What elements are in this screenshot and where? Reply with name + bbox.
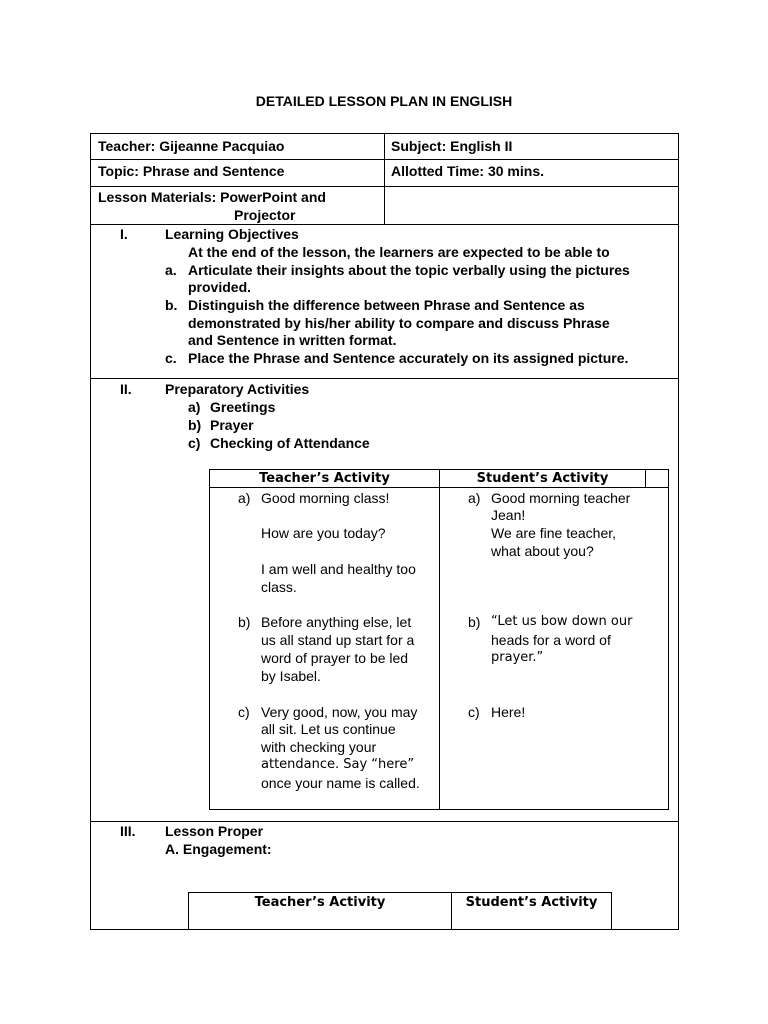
student-line: We are fine teacher,	[491, 525, 617, 541]
section-numeral: III.	[120, 823, 136, 839]
item-marker: b)	[468, 614, 481, 630]
teacher-line: by Isabel.	[261, 668, 321, 684]
column-header-student: Student’s Activity	[465, 895, 598, 910]
objectives-intro: At the end of the lesson, the learners are expected to be able to	[188, 244, 610, 260]
column-header-student: Student’s Activity	[476, 471, 609, 486]
objective-line: Articulate their insights about the topic verbally using the pictures	[188, 262, 630, 278]
activity-label: Checking of Attendance	[210, 435, 370, 451]
teacher-line: once your name is called.	[261, 775, 420, 791]
activity-marker: b)	[188, 417, 202, 433]
activity-label: Greetings	[210, 399, 276, 415]
page-title: DETAILED LESSON PLAN IN ENGLISH	[255, 93, 513, 109]
student-line: Here!	[491, 704, 526, 720]
section-numeral: II.	[120, 381, 132, 397]
teacher-line: Good morning class!	[261, 490, 390, 506]
activity-marker: c)	[188, 435, 201, 451]
item-marker: c)	[238, 704, 250, 720]
objective-marker: c.	[165, 350, 177, 366]
teacher-line: How are you today?	[261, 525, 386, 541]
subject: Subject: English II	[391, 138, 513, 154]
teacher-line: with checking your	[261, 739, 377, 755]
section-heading: Lesson Proper	[165, 823, 264, 839]
teacher-line: all sit. Let us continue	[261, 721, 396, 737]
section-heading: Preparatory Activities	[165, 381, 310, 397]
student-line: heads for a word of	[491, 632, 611, 648]
teacher-name: Teacher: Gijeanne Pacquiao	[98, 138, 285, 154]
column-header-teacher: Teacher’s Activity	[254, 895, 386, 910]
student-line: what about you?	[491, 543, 594, 559]
objective-line: Place the Phrase and Sentence accurately on its assigned picture.	[188, 350, 629, 366]
activity-marker: a)	[188, 399, 201, 415]
section-heading: Learning Objectives	[165, 226, 299, 242]
student-line: Good morning teacher	[491, 490, 631, 506]
student-line: Jean!	[491, 507, 526, 523]
teacher-line: word of prayer to be led	[261, 650, 409, 666]
engagement-heading: A. Engagement:	[165, 841, 272, 857]
allotted-time: Allotted Time: 30 mins.	[391, 163, 544, 179]
objective-line: and Sentence in written format.	[188, 332, 397, 348]
objective-line: provided.	[188, 279, 252, 295]
student-line: “Let us bow down our	[491, 614, 633, 629]
item-marker: b)	[238, 614, 251, 630]
lesson-materials-cont: Projector	[234, 207, 296, 223]
activity-label: Prayer	[210, 417, 254, 433]
objective-marker: b.	[165, 297, 178, 313]
teacher-line: us all stand up start for a	[261, 632, 415, 648]
objective-marker: a.	[165, 262, 177, 278]
teacher-line: class.	[261, 579, 297, 595]
item-marker: a)	[238, 490, 251, 506]
section-numeral: I.	[120, 226, 128, 242]
column-header-teacher: Teacher’s Activity	[259, 471, 390, 486]
item-marker: a)	[468, 490, 481, 506]
item-marker: c)	[468, 704, 480, 720]
topic: Topic: Phrase and Sentence	[98, 163, 285, 179]
lesson-materials: Lesson Materials: PowerPoint and	[98, 189, 326, 205]
objective-line: Distinguish the difference between Phrase and Sentence as	[188, 297, 585, 313]
objective-line: demonstrated by his/her ability to compare and discuss Phrase	[188, 315, 610, 331]
teacher-line: Before anything else, let	[261, 614, 412, 630]
student-line: prayer.”	[491, 650, 544, 665]
teacher-line: attendance. Say “here”	[261, 757, 415, 772]
teacher-line: Very good, now, you may	[261, 704, 418, 720]
teacher-line: I am well and healthy too	[261, 561, 416, 577]
